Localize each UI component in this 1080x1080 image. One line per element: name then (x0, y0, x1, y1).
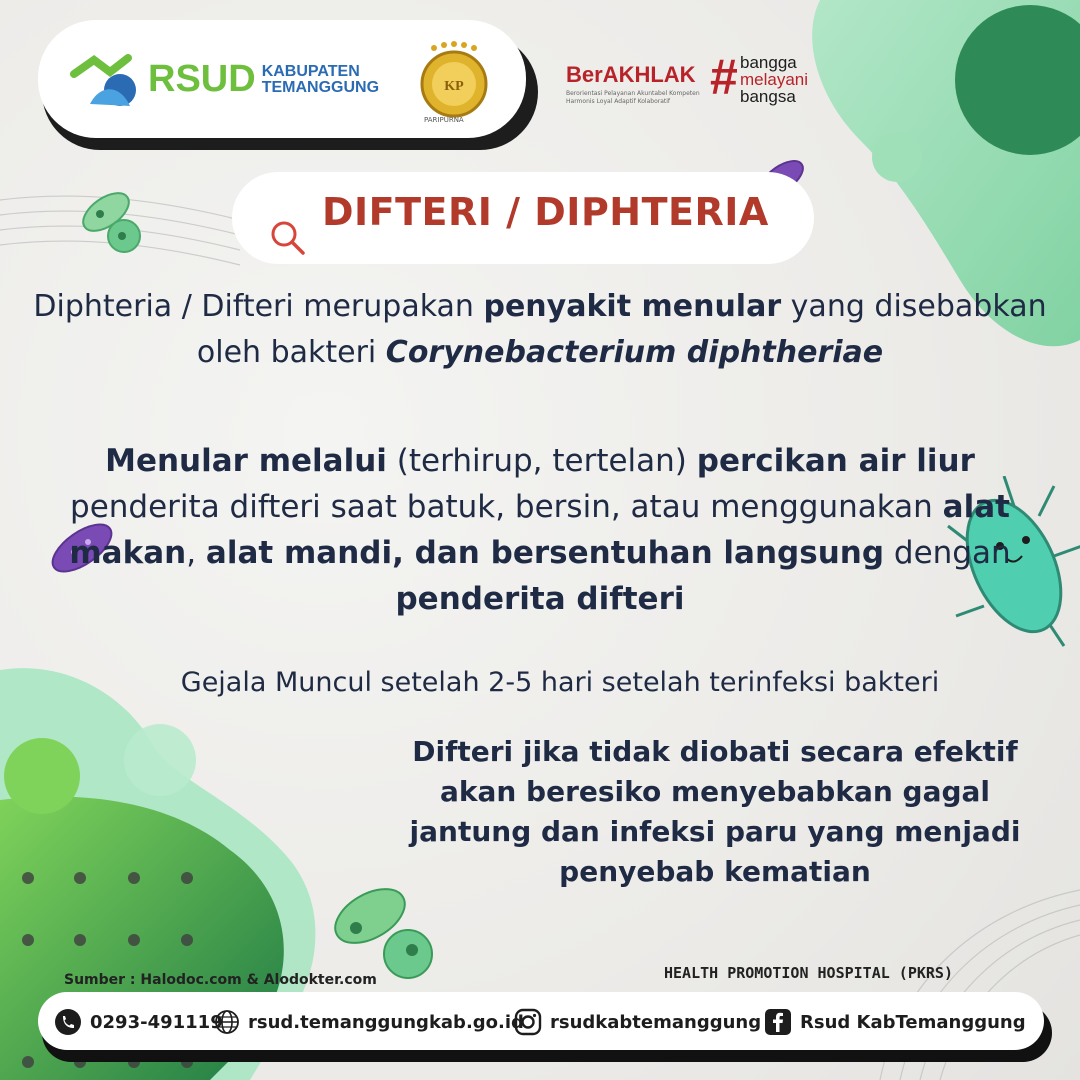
website-url: rsud.temanggungkab.go.id (248, 1011, 524, 1033)
definition-paragraph (20, 284, 1060, 376)
berakhlak-sub2: Harmonis Loyal Adaptif Kolaboratif (566, 98, 671, 105)
logo-kabupaten: KABUPATEN (261, 62, 360, 80)
footer-website[interactable] (214, 1007, 524, 1037)
globe-icon (214, 1009, 240, 1035)
p2-text-c: percikan air liur (696, 443, 975, 479)
footer-phone[interactable] (54, 1007, 223, 1037)
p2-text-g: alat mandi, dan bersentuhan langsung (205, 535, 885, 571)
complication-warning-text: Difteri jika tidak diobati secara efektif akan beresiko menyebabkan gagal jantung dan infeksi paru yang menjadi penyebab kematian (409, 735, 1021, 888)
rsud-logo-icon (70, 40, 146, 112)
berakhlak-tagline (566, 90, 700, 106)
p2-text-a: Menular melalui (105, 443, 387, 479)
p2-text-d: penderita difteri saat batuk, bersin, atau menggunakan (70, 489, 943, 525)
facebook-icon (764, 1008, 792, 1036)
p1-text-c: yang disebabkan oleh bakteri (196, 289, 1047, 370)
p2-text-f: , (186, 535, 206, 571)
search-icon (268, 218, 308, 258)
phone-icon (54, 1008, 82, 1036)
logo-rsud: RSUD (148, 58, 256, 100)
page-title: DIFTERI / DIPHTERIA (322, 190, 769, 234)
logo-temanggung: TEMANGGUNG (261, 78, 380, 96)
p1-text-b: penyakit menular (483, 289, 782, 324)
hashtag-icon: # (710, 49, 738, 105)
instagram-icon (514, 1008, 542, 1036)
paripurna-label: PARIPURNA (424, 116, 464, 124)
bacteria-green-bottom (326, 876, 446, 986)
footer-facebook[interactable] (764, 1007, 1026, 1037)
bacteria-green-topleft (72, 184, 162, 264)
p2-text-h: dengan (884, 535, 1011, 571)
melayani: melayani (740, 70, 809, 89)
bangga-melayani-bangsa (740, 54, 808, 105)
source-credit: Sumber : Halodoc.com & Alodokter.com (64, 972, 377, 988)
p1-text-a: Diphteria / Difteri merupakan (33, 289, 484, 324)
p2-text-i: penderita difteri (395, 581, 685, 617)
berakhlak-logo: BerAKHLAK (566, 62, 696, 87)
svg-text:KP: KP (444, 79, 464, 94)
transmission-paragraph (40, 438, 1040, 622)
p2-text-e: alat makan (69, 489, 1010, 571)
bangsa: bangsa (740, 87, 796, 106)
phone-number: 0293-491119 (90, 1011, 223, 1033)
symptom-onset-text: Gejala Muncul setelah 2-5 hari setelah terinfeksi bakteri (180, 667, 940, 698)
health-promotion-label: HEALTH PROMOTION HOSPITAL (PKRS) (664, 964, 953, 982)
facebook-page: Rsud KabTemanggung (800, 1011, 1026, 1033)
bangga: bangga (740, 53, 797, 72)
p2-text-b: (terhirup, tertelan) (386, 443, 697, 479)
instagram-handle: rsudkabtemanggung (550, 1011, 762, 1033)
berakhlak-sub1: Berorientasi Pelayanan Akuntabel Kompeten (566, 90, 700, 97)
rsud-logo-text (148, 58, 379, 101)
footer-instagram[interactable] (514, 1007, 761, 1037)
p1-text-d: Corynebacterium diphtheriae (385, 335, 884, 370)
